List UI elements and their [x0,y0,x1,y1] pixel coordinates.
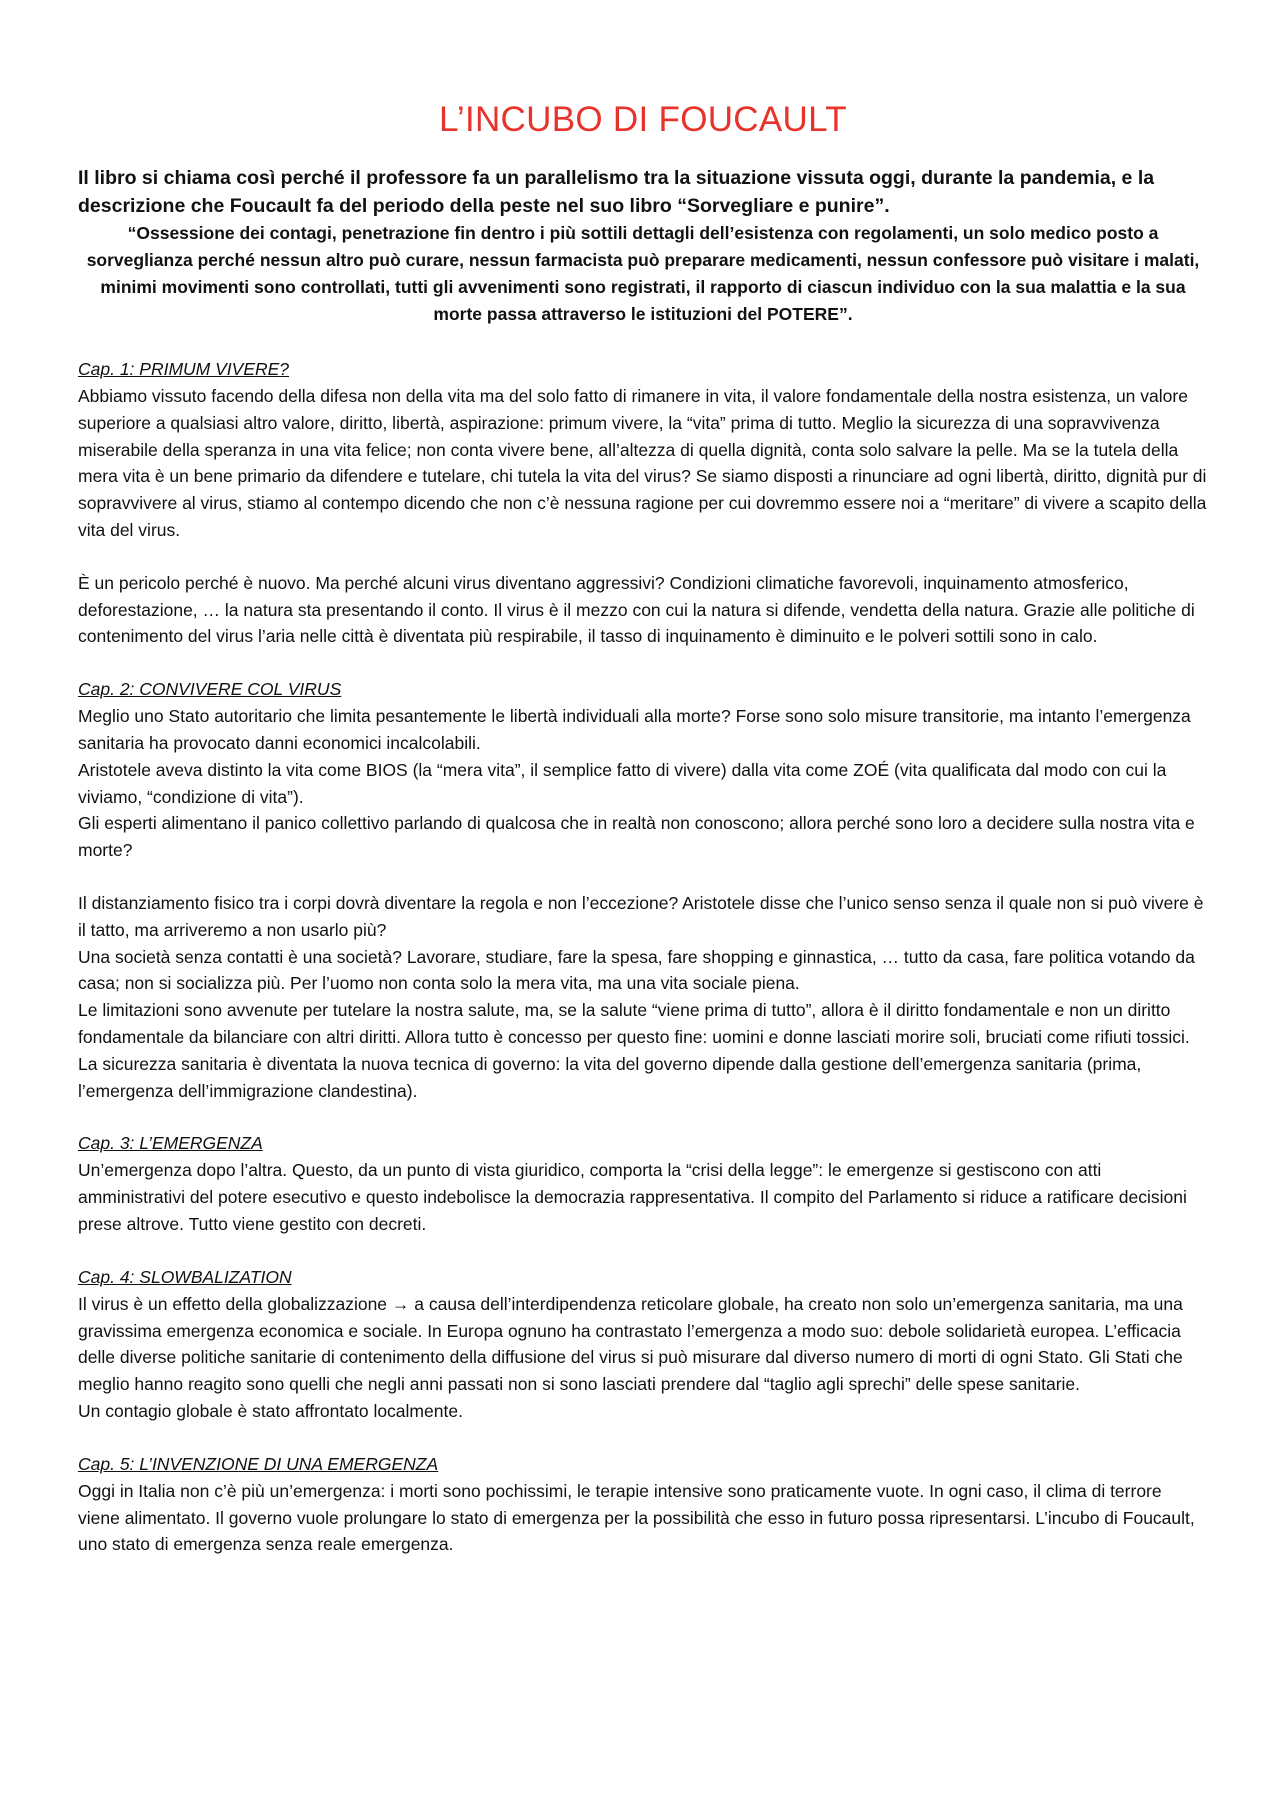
chapter-paragraph: Le limitazioni sono avvenute per tutelare la nostra salute, ma, se la salute “viene prima di tutto”, allora è il diritto fondamentale e non un diritto fondamentale da bilanciare con altri diritti. Allora tutto è concesso per questo fine: uomini e donne lasciati morire soli, bruciati come rifiuti tossici. [78,1000,1190,1047]
chapter-heading: Cap. 2: CONVIVERE COL VIRUS [78,679,342,700]
chapter-gap [78,650,1208,676]
chapter-section [78,1130,1208,1263]
chapter-paragraph: Meglio uno Stato autoritario che limita pesantemente le libertà individuali alla morte? Forse sono solo misure transitorie, ma intanto l’emergenza sanitaria ha provocato danni economici incalcolabili. [78,706,1191,753]
chapter-gap [78,1104,1208,1130]
chapter-paragraph: Gli esperti alimentano il panico collettivo parlando di qualcosa che in realtà non conoscono; allora perché sono loro a decidere sulla nostra vita e morte? [78,813,1195,861]
chapter-paragraph: Una società senza contatti è una società? Lavorare, studiare, fare la spesa, fare shopping e ginnastica, … tutto da casa, fare politica votando da casa; non si socializza più. Per l’uomo non conta solo la mera vita, ma una vita sociale piena. [78,946,1195,994]
chapter-heading: Cap. 4: SLOWBALIZATION [78,1266,292,1287]
chapter-section [78,356,1208,676]
chapter-paragraph: È un pericolo perché è nuovo. Ma perché alcuni virus diventano aggressivi? Condizioni climatiche favorevoli, inquinamento atmosferico, deforestazione, … la natura sta presentando il conto. Il virus è il mezzo con cui la natura si difende, vendetta della natura. Grazie alle politiche di contenimento del virus l’aria nelle città è diventata più respirabile, il tasso di inquinamento è diminuito e le polveri sottili sono in calo. [78,572,1195,647]
paragraph-gap [78,864,1208,890]
chapter-gap [78,1425,1208,1451]
chapter-gap [78,1238,1208,1264]
chapter-paragraph: Un contagio globale è stato affrontato localmente. [78,1400,463,1421]
document-page [78,100,1208,1558]
chapter-paragraph: La sicurezza sanitaria è diventata la nuova tecnica di governo: la vita del governo dipende dalla gestione dell’emergenza sanitaria (prima, l’emergenza dell’immigrazione clandestina). [78,1053,1142,1101]
document-title: L’INCUBO DI FOUCAULT [439,100,847,139]
chapter-paragraph: Aristotele aveva distinto la vita come BIOS (la “mera vita”, il semplice fatto di vivere) dalla vita come ZOÉ (vita qualificata dal modo con cui la viviamo, “condizione di vita”). [78,759,1167,807]
chapter-paragraph: Il distanziamento fisico tra i corpi dovrà diventare la regola e non l’eccezione? Aristotele disse che l’unico senso senza il quale non si può vivere è il tatto, ma arriveremo a non usarlo più? [78,892,1204,940]
chapter-section [78,676,1208,1130]
foucault-quote: “Ossessione dei contagi, penetrazione fin dentro i più sottili dettagli dell’esistenza con regolamenti, un solo medico posto a sorveglianza perché nessun altro può curare, nessun farmacista può preparare medicamenti, nessun confessore può visitare i malati, minimi movimenti sono controllati, tutti gli avvenimenti sono registrati, il rapporto di ciascun individuo con la sua malattia e la sua morte passa attraverso le istituzioni del POTERE”. [86,223,1200,324]
chapters-container [78,356,1208,1558]
chapter-section [78,1451,1208,1558]
chapter-heading: Cap. 1: PRIMUM VIVERE? [78,359,290,379]
paragraph-gap [78,544,1208,570]
chapter-section [78,1264,1208,1451]
chapter-heading: Cap. 5: L’INVENZIONE DI UNA EMERGENZA [78,1453,439,1474]
chapter-paragraph: Oggi in Italia non c’è più un’emergenza: i morti sono pochissimi, le terapie intensive sono praticamente vuote. In ogni caso, il clima di terrore viene alimentato. Il governo vuole prolungare lo stato di emergenza per la possibilità che esso in futuro possa ripresentarsi. L’incubo di Foucault, uno stato di emergenza senza reale emergenza. [78,1480,1195,1555]
chapter-paragraph: Il virus è un effetto della globalizzazione → a causa dell’interdipendenza reticolare globale, ha creato non solo un’emergenza sanitaria, ma una gravissima emergenza economica e sociale. In Europa ognuno ha contrastato l’emergenza a modo suo: debole solidarietà europea. L’efficacia delle diverse politiche sanitarie di contenimento della diffusione del virus si può misurare dal diverso numero di morti di ogni Stato. Gli Stati che meglio hanno reagito sono quelli che negli anni passati non si sono lasciati prendere dal “taglio agli sprechi” delle spese sanitarie. [78,1293,1183,1395]
chapter-paragraph: Abbiamo vissuto facendo della difesa non della vita ma del solo fatto di rimanere in vita, il valore fondamentale della nostra esistenza, un valore superiore a qualsiasi altro valore, diritto, libertà, aspirazione: primum vivere, la “vita” prima di tutto. Meglio la sicurezza di una sopravvivenza miserabile della speranza in una vita felice; non conta vivere bene, all’altezza di quella dignità, conta solo salvare la pelle. Ma se la tutela della mera vita è un bene primario da difendere e tutelare, chi tutela la vita del virus? Se siamo disposti a rinunciare ad ogni libertà, diritto, dignità pur di sopravvivere al virus, stiamo al contempo dicendo che non c’è nessuna ragione per cui dovremmo essere noi a “meritare” di vivere a scapito della vita del virus. [78,386,1207,540]
chapter-heading: Cap. 3: L’EMERGENZA [78,1133,263,1154]
intro-paragraph: Il libro si chiama così perché il professore fa un parallelismo tra la situazione vissuta oggi, durante la pandemia, e la descrizione che Foucault fa del periodo della peste nel suo libro “Sorvegliare e punire”. [78,167,1155,217]
chapter-paragraph: Un’emergenza dopo l’altra. Questo, da un punto di vista giuridico, comporta la “crisi della legge”: le emergenze si gestiscono con atti amministrativi del potere esecutivo e questo indebolisce la democrazia rappresentativa. Il compito del Parlamento si riduce a ratificare decisioni prese altrove. Tutto viene gestito con decreti. [78,1160,1187,1234]
